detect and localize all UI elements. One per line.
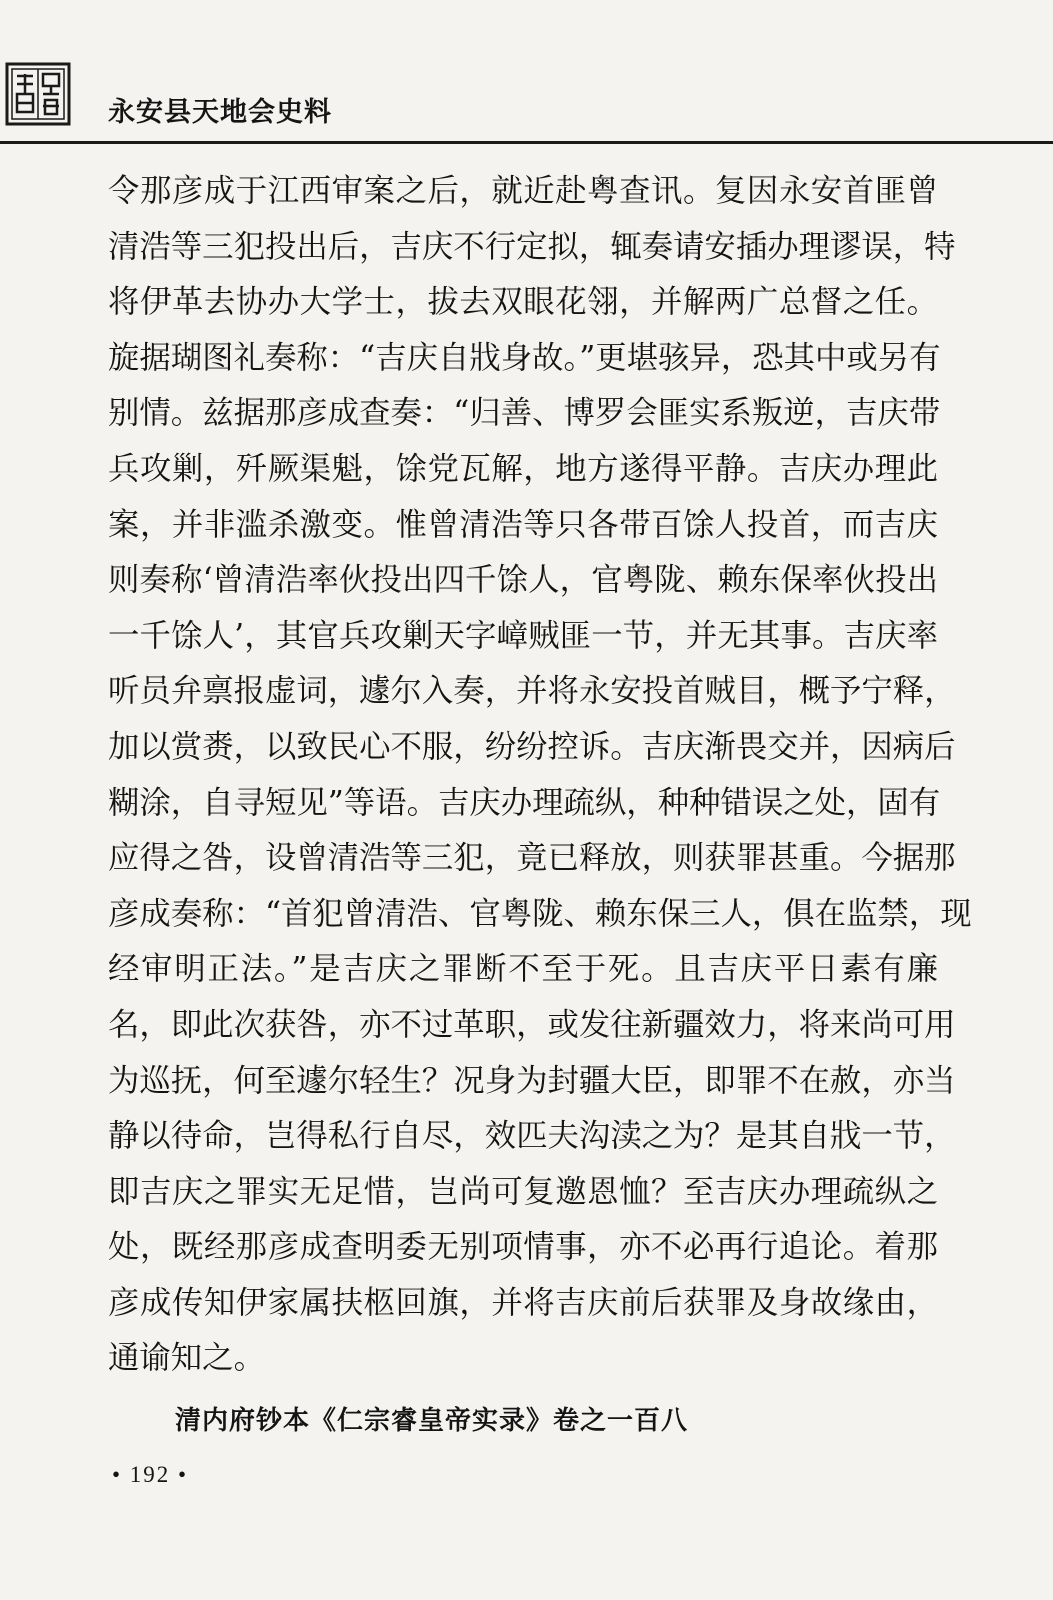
text-line: 听员弁禀报虚词，遽尔入奏，并将永安投首贼目，概予宁释， (108, 673, 956, 710)
text-line: 应得之咎，设曾清浩等三犯，竟已释放，则获罪甚重。今据那 (108, 840, 956, 877)
text-line: 案，并非滥杀激变。惟曾清浩等只各带百馀人投首，而吉庆 (108, 506, 938, 543)
text-line: 将伊革去协办大学士，拔去双眼花翎，并解两广总督之任。 (108, 284, 938, 321)
text-line: 糊涂，自寻短见”等语。吉庆办理疏纵，种种错误之处，固有 (108, 784, 941, 821)
text-line: 清浩等三犯投出后，吉庆不行定拟，辄奏请安插办理谬误，特 (108, 228, 956, 265)
source-citation: 清内府钞本《仁宗睿皇帝实录》卷之一百八 (175, 1406, 689, 1436)
text-line: 加以赏赉，以致民心不服，纷纷控诉。吉庆渐畏交并，因病后 (108, 728, 956, 765)
text-line: 通谕知之。 (108, 1340, 265, 1377)
text-line: 令那彦成于江西审案之后，就近赴粤查讯。复因永安首匪曾 (108, 173, 938, 209)
text-line: 一千馀人’，其官兵攻剿天字嶂贼匪一节，并无其事。吉庆率 (108, 617, 938, 654)
text-line: 名，即此次获咎，亦不过革职，或发往新疆效力，将来尚可用 (108, 1006, 956, 1043)
seal-logo-icon (5, 62, 71, 126)
text-line: 即吉庆之罪实无足惜，岂尚可复邀恩恤？至吉庆办理疏纵之 (108, 1173, 938, 1210)
text-line: 经审明正法。”是吉庆之罪断不至于死。且吉庆平日素有廉 (108, 951, 938, 988)
text-line: 别情。兹据那彦成查奏：“归善、博罗会匪实系叛逆，吉庆带 (108, 395, 941, 432)
text-line: 旋据瑚图礼奏称：“吉庆自戕身故。”更堪骇异，恐其中或另有 (108, 339, 941, 376)
text-line: 为巡抚，何至遽尔轻生？况身为封疆大臣，即罪不在赦，亦当 (108, 1062, 956, 1099)
text-line: 兵攻剿，歼厥渠魁，馀党瓦解，地方遂得平静。吉庆办理此 (108, 450, 938, 487)
text-line: 处，既经那彦成查明委无别项情事，亦不必再行追论。着那 (108, 1229, 938, 1266)
header-rule (0, 141, 1053, 144)
text-line: 静以待命，岂得私行自尽，效匹夫沟渎之为？是其自戕一节， (108, 1118, 956, 1155)
text-line: 彦成传知伊家属扶柩回旗，并将吉庆前后获罪及身故缘由， (108, 1284, 938, 1321)
text-line: 彦成奏称：“首犯曾清浩、官粤陇、赖东保三人，俱在监禁，现 (108, 895, 972, 932)
page-number: • 192 • (112, 1462, 189, 1487)
running-header-title: 永安县天地会史料 (108, 97, 332, 128)
text-line: 则奏称‘曾清浩率伙投出四千馀人，官粤陇、赖东保率伙投出 (108, 562, 938, 599)
body-text (108, 164, 972, 1387)
